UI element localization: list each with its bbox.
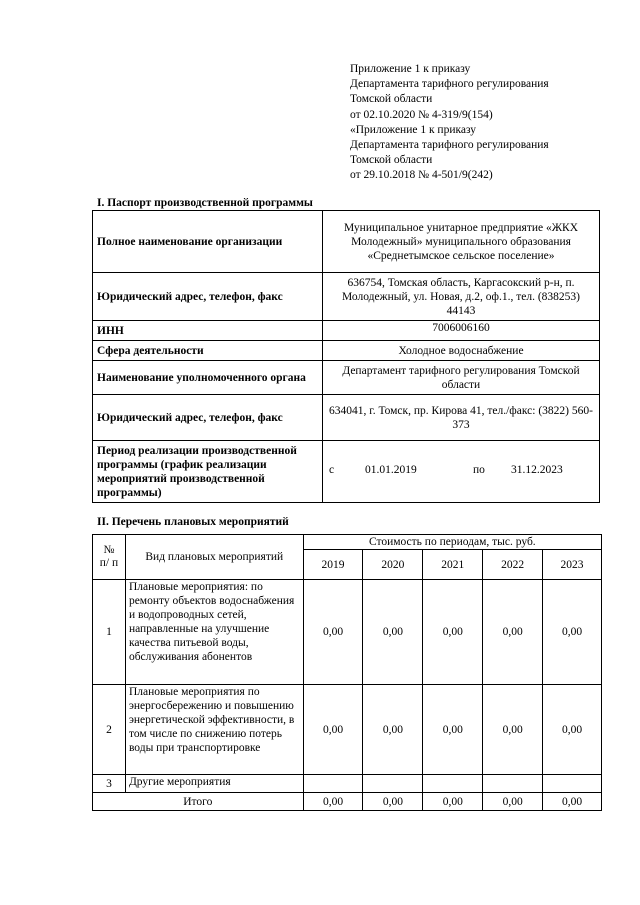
row-value: 0,00 <box>543 580 602 685</box>
row-value: 636754, Томская область, Каргасокский р-н, п. Молодежный, ул. Новая, д.2, оф.1., тел. (838253) 44143 <box>323 273 600 321</box>
table-row <box>93 321 600 341</box>
header-line: Томской области <box>350 154 433 167</box>
header-line: Приложение 1 к приказу <box>350 63 471 75</box>
measures-table <box>92 534 602 811</box>
col-num-header: № п/ п <box>93 535 126 580</box>
table-row <box>93 775 602 793</box>
row-label: Юридический адрес, телефон, факс <box>93 395 323 441</box>
table-row <box>93 441 600 503</box>
period-value <box>323 441 600 503</box>
table-row <box>93 341 600 361</box>
row-value: 0,00 <box>543 685 602 775</box>
row-value: 0,00 <box>303 685 363 775</box>
year-header: 2023 <box>543 550 602 580</box>
row-value: 0,00 <box>363 580 423 685</box>
total-value: 0,00 <box>303 793 363 811</box>
row-label: Наименование уполномоченного органа <box>93 361 323 395</box>
row-label: Полное наименование организации <box>93 211 323 273</box>
header-line: от 02.10.2020 № 4-319/9(154) <box>350 108 493 121</box>
total-value: 0,00 <box>363 793 423 811</box>
row-value <box>423 775 483 793</box>
row-label: Сфера деятельности <box>93 341 323 361</box>
row-value: 0,00 <box>363 685 423 775</box>
row-num: 2 <box>93 685 126 775</box>
period-from: 01.01.2019 <box>365 464 417 476</box>
total-value: 0,00 <box>423 793 483 811</box>
row-value <box>483 775 543 793</box>
row-value: 0,00 <box>423 580 483 685</box>
row-label: ИНН <box>93 321 323 341</box>
row-value <box>363 775 423 793</box>
table-row <box>93 580 602 685</box>
passport-title: I. Паспорт производственной программы <box>97 197 313 209</box>
table-row <box>93 273 600 321</box>
row-label: Юридический адрес, телефон, факс <box>93 273 323 321</box>
order-header <box>350 62 630 184</box>
col-name-header: Вид плановых мероприятий <box>125 535 303 580</box>
col-cost-header: Стоимость по периодам, тыс. руб. <box>303 535 601 550</box>
row-name: Другие мероприятия <box>125 775 303 793</box>
header-line: Департамента тарифного регулирования <box>350 139 549 152</box>
year-header: 2019 <box>303 550 363 580</box>
table-row <box>93 211 600 273</box>
total-label: Итого <box>93 793 304 811</box>
year-header: 2021 <box>423 550 483 580</box>
row-value: Холодное водоснабжение <box>323 341 600 361</box>
row-value: 0,00 <box>483 685 543 775</box>
header-line: от 29.10.2018 № 4-501/9(242) <box>350 169 493 182</box>
row-name: Плановые мероприятия: по ремонту объектов водоснабжения и водопроводных сетей, направленные на улучшение качества питьевой воды, обслуживания абонентов <box>125 580 303 685</box>
row-value: Департамент тарифного регулирования Томской области <box>323 361 600 395</box>
header-line: Департамента тарифного регулирования <box>350 78 549 91</box>
table-header-row <box>93 535 602 550</box>
period-to-word: по <box>473 464 485 476</box>
year-header: 2022 <box>483 550 543 580</box>
row-value: 0,00 <box>423 685 483 775</box>
measures-title: II. Перечень плановых мероприятий <box>97 516 289 528</box>
total-value: 0,00 <box>483 793 543 811</box>
period-to: 31.12.2023 <box>511 464 563 476</box>
period-from-word: с <box>329 464 335 476</box>
total-row <box>93 793 602 811</box>
year-header: 2020 <box>363 550 423 580</box>
table-row <box>93 361 600 395</box>
row-num: 3 <box>93 775 126 793</box>
table-row <box>93 395 600 441</box>
period-label: Период реализации производственной программы (график реализации мероприятий производственной программы) <box>93 441 323 503</box>
row-value <box>543 775 602 793</box>
row-value: 0,00 <box>483 580 543 685</box>
row-value: Муниципальное унитарное предприятие «ЖКХ Молодежный» муниципального образования «Среднетымское сельское поселение» <box>323 211 600 273</box>
total-value: 0,00 <box>543 793 602 811</box>
header-line: «Приложение 1 к приказу <box>350 123 477 136</box>
row-name: Плановые мероприятия по энергосбережению и повышению энергетической эффективности, в том числе по снижению потерь воды при транспортировке <box>125 685 303 775</box>
row-value: 0,00 <box>303 580 363 685</box>
row-value: 634041, г. Томск, пр. Кирова 41, тел./факс: (3822) 560-373 <box>323 395 600 441</box>
passport-table <box>92 210 600 503</box>
row-value <box>303 775 363 793</box>
row-value: 7006006160 <box>323 321 600 341</box>
row-num: 1 <box>93 580 126 685</box>
header-line: Томской области <box>350 93 433 106</box>
table-row <box>93 685 602 775</box>
